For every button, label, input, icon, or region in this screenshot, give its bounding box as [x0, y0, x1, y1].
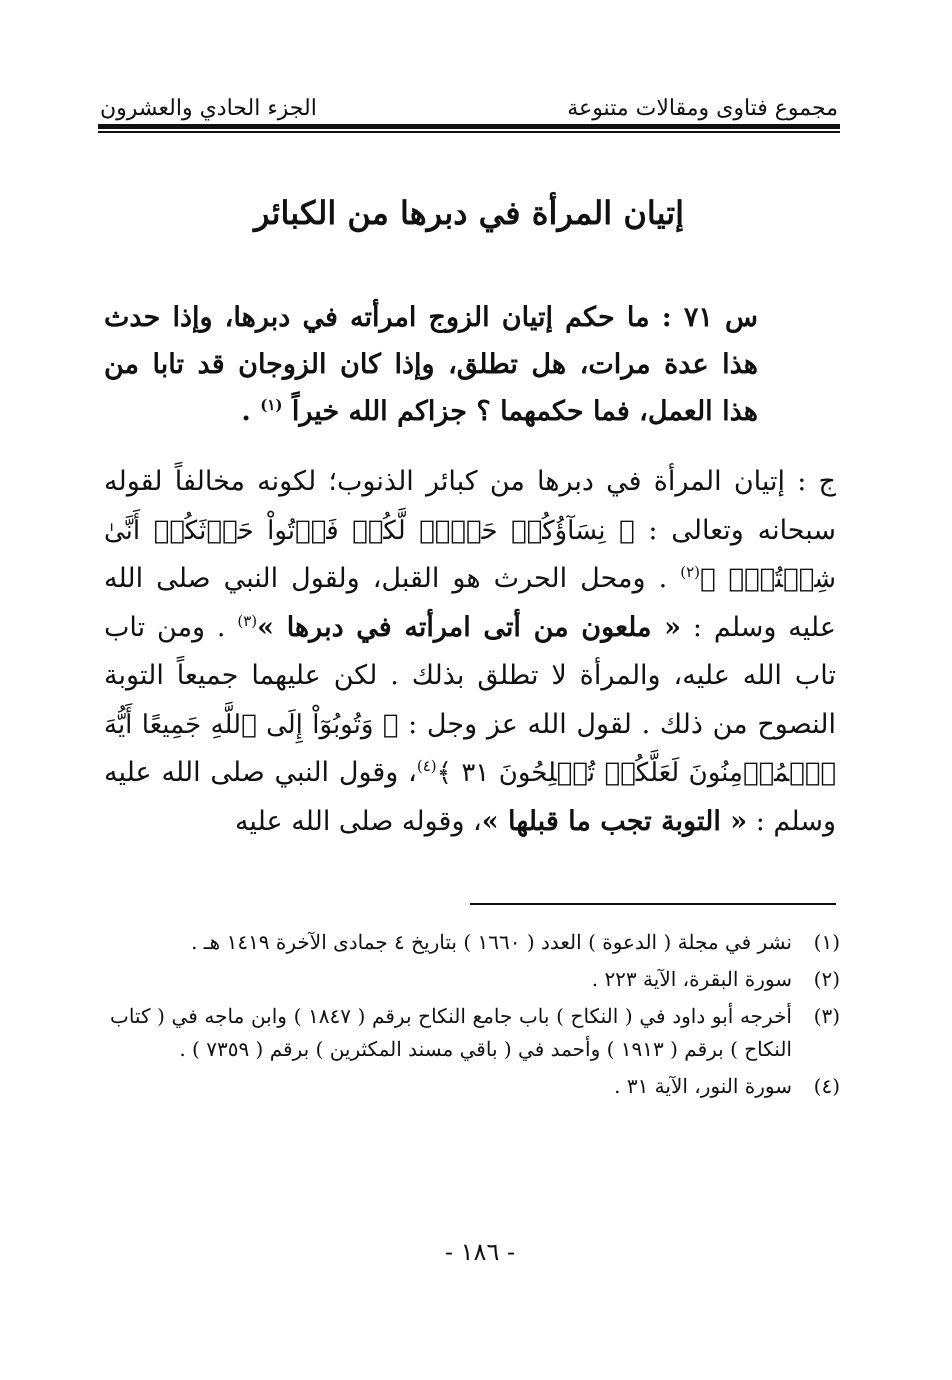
quran-verse-2: ﴿ وَتُوبُوٓاْ إِلَى ٱللَّهِ جَمِيعًا أَيُّهَ ٱلۡمُؤۡمِنُونَ لَعَلَّكُمۡ تُفۡلِحُونَ ٣١ ﴾	[104, 709, 836, 788]
footnote-1	[110, 926, 840, 959]
answer-text-4: ، وقول النبي صلى الله عليه وسلم :	[104, 757, 836, 837]
footnotes	[110, 926, 840, 1107]
answer-paragraph	[104, 458, 836, 846]
footnote-number: (٣)	[813, 1004, 840, 1028]
footnote-number: (١)	[813, 930, 840, 954]
footnote-text: سورة البقرة، الآية ٢٢٣ .	[591, 967, 792, 991]
footnote-number: (٤)	[813, 1074, 840, 1098]
header-rule-thin	[98, 131, 840, 133]
footnote-ref-4: (٤)	[416, 757, 437, 775]
footnote-separator	[470, 903, 836, 905]
question-paragraph	[104, 294, 758, 435]
hadith-quote-2: « التوبة تجب ما قبلها »	[481, 805, 748, 837]
question-text: س ٧١ : ما حكم إتيان الزوج امرأته في دبرها، وإذا حدث هذا عدة مرات، هل تطلق، وإذا كان الزوجان قد تابا من هذا العمل، فما حكمهما ؟ جزاكم الله خيراً	[104, 302, 759, 427]
answer-text-5: ، وقوله صلى الله عليه	[234, 805, 482, 837]
footnote-3	[110, 1000, 840, 1066]
footnote-4	[110, 1070, 840, 1103]
page-number: - ١٨٦ -	[444, 1238, 516, 1266]
answer-text-3: . ومن تاب تاب الله عليه، والمرأة لا تطلق بذلك . لكن عليهما جميعاً التوبة النصوح من ذلك . لقول الله عز وجل :	[104, 611, 836, 740]
answer-text-2: . ومحل الحرث هو القبل، ولقول النبي صلى الله عليه وسلم :	[104, 563, 836, 643]
article-title: إتيان المرأة في دبرها من الكبائر	[253, 194, 685, 232]
book-title: مجموع فتاوى ومقالات متنوعة	[567, 96, 838, 121]
volume-label: الجزء الحادي والعشرون	[100, 96, 317, 121]
quran-verse-1: ﴿ نِسَآؤُكُمۡ حَرۡثٞ لَّكُمۡ فَأۡتُواْ حَرۡثَكُمۡ أَنَّىٰ شِئۡتُمۡۖ ﴾	[104, 515, 836, 594]
footnote-text: نشر في مجلة ( الدعوة ) العدد ( ١٦٦٠ ) بتاريخ ٤ جمادى الآخرة ١٤١٩ هـ .	[191, 930, 792, 954]
hadith-quote-1: « ملعون من أتى امرأته في دبرها »	[257, 611, 682, 643]
footnote-2	[110, 963, 840, 996]
running-header	[100, 88, 838, 124]
footnote-ref-1: (١)	[260, 396, 283, 414]
answer-text-1: ج : إتيان المرأة في دبرها من كبائر الذنوب؛ لكونه مخالفاً لقوله سبحانه وتعالى :	[104, 466, 837, 546]
footnote-ref-3: (٣)	[237, 611, 258, 630]
footnote-ref-2: (٢)	[680, 563, 701, 581]
footnote-number: (٢)	[813, 967, 840, 991]
footnote-text: سورة النور، الآية ٣١ .	[614, 1074, 792, 1098]
header-rule	[98, 124, 840, 129]
question-end: .	[241, 396, 251, 427]
footnote-text: أخرجه أبو داود في ( النكاح ) باب جامع النكاح برقم ( ١٨٤٧ ) وابن ماجه في ( كتاب النكاح ) برقم ( ١٩١٣ ) وأحمد في ( باقي مسند المكثرين ) برقم ( ٧٣٥٩ ) .	[110, 1004, 792, 1061]
